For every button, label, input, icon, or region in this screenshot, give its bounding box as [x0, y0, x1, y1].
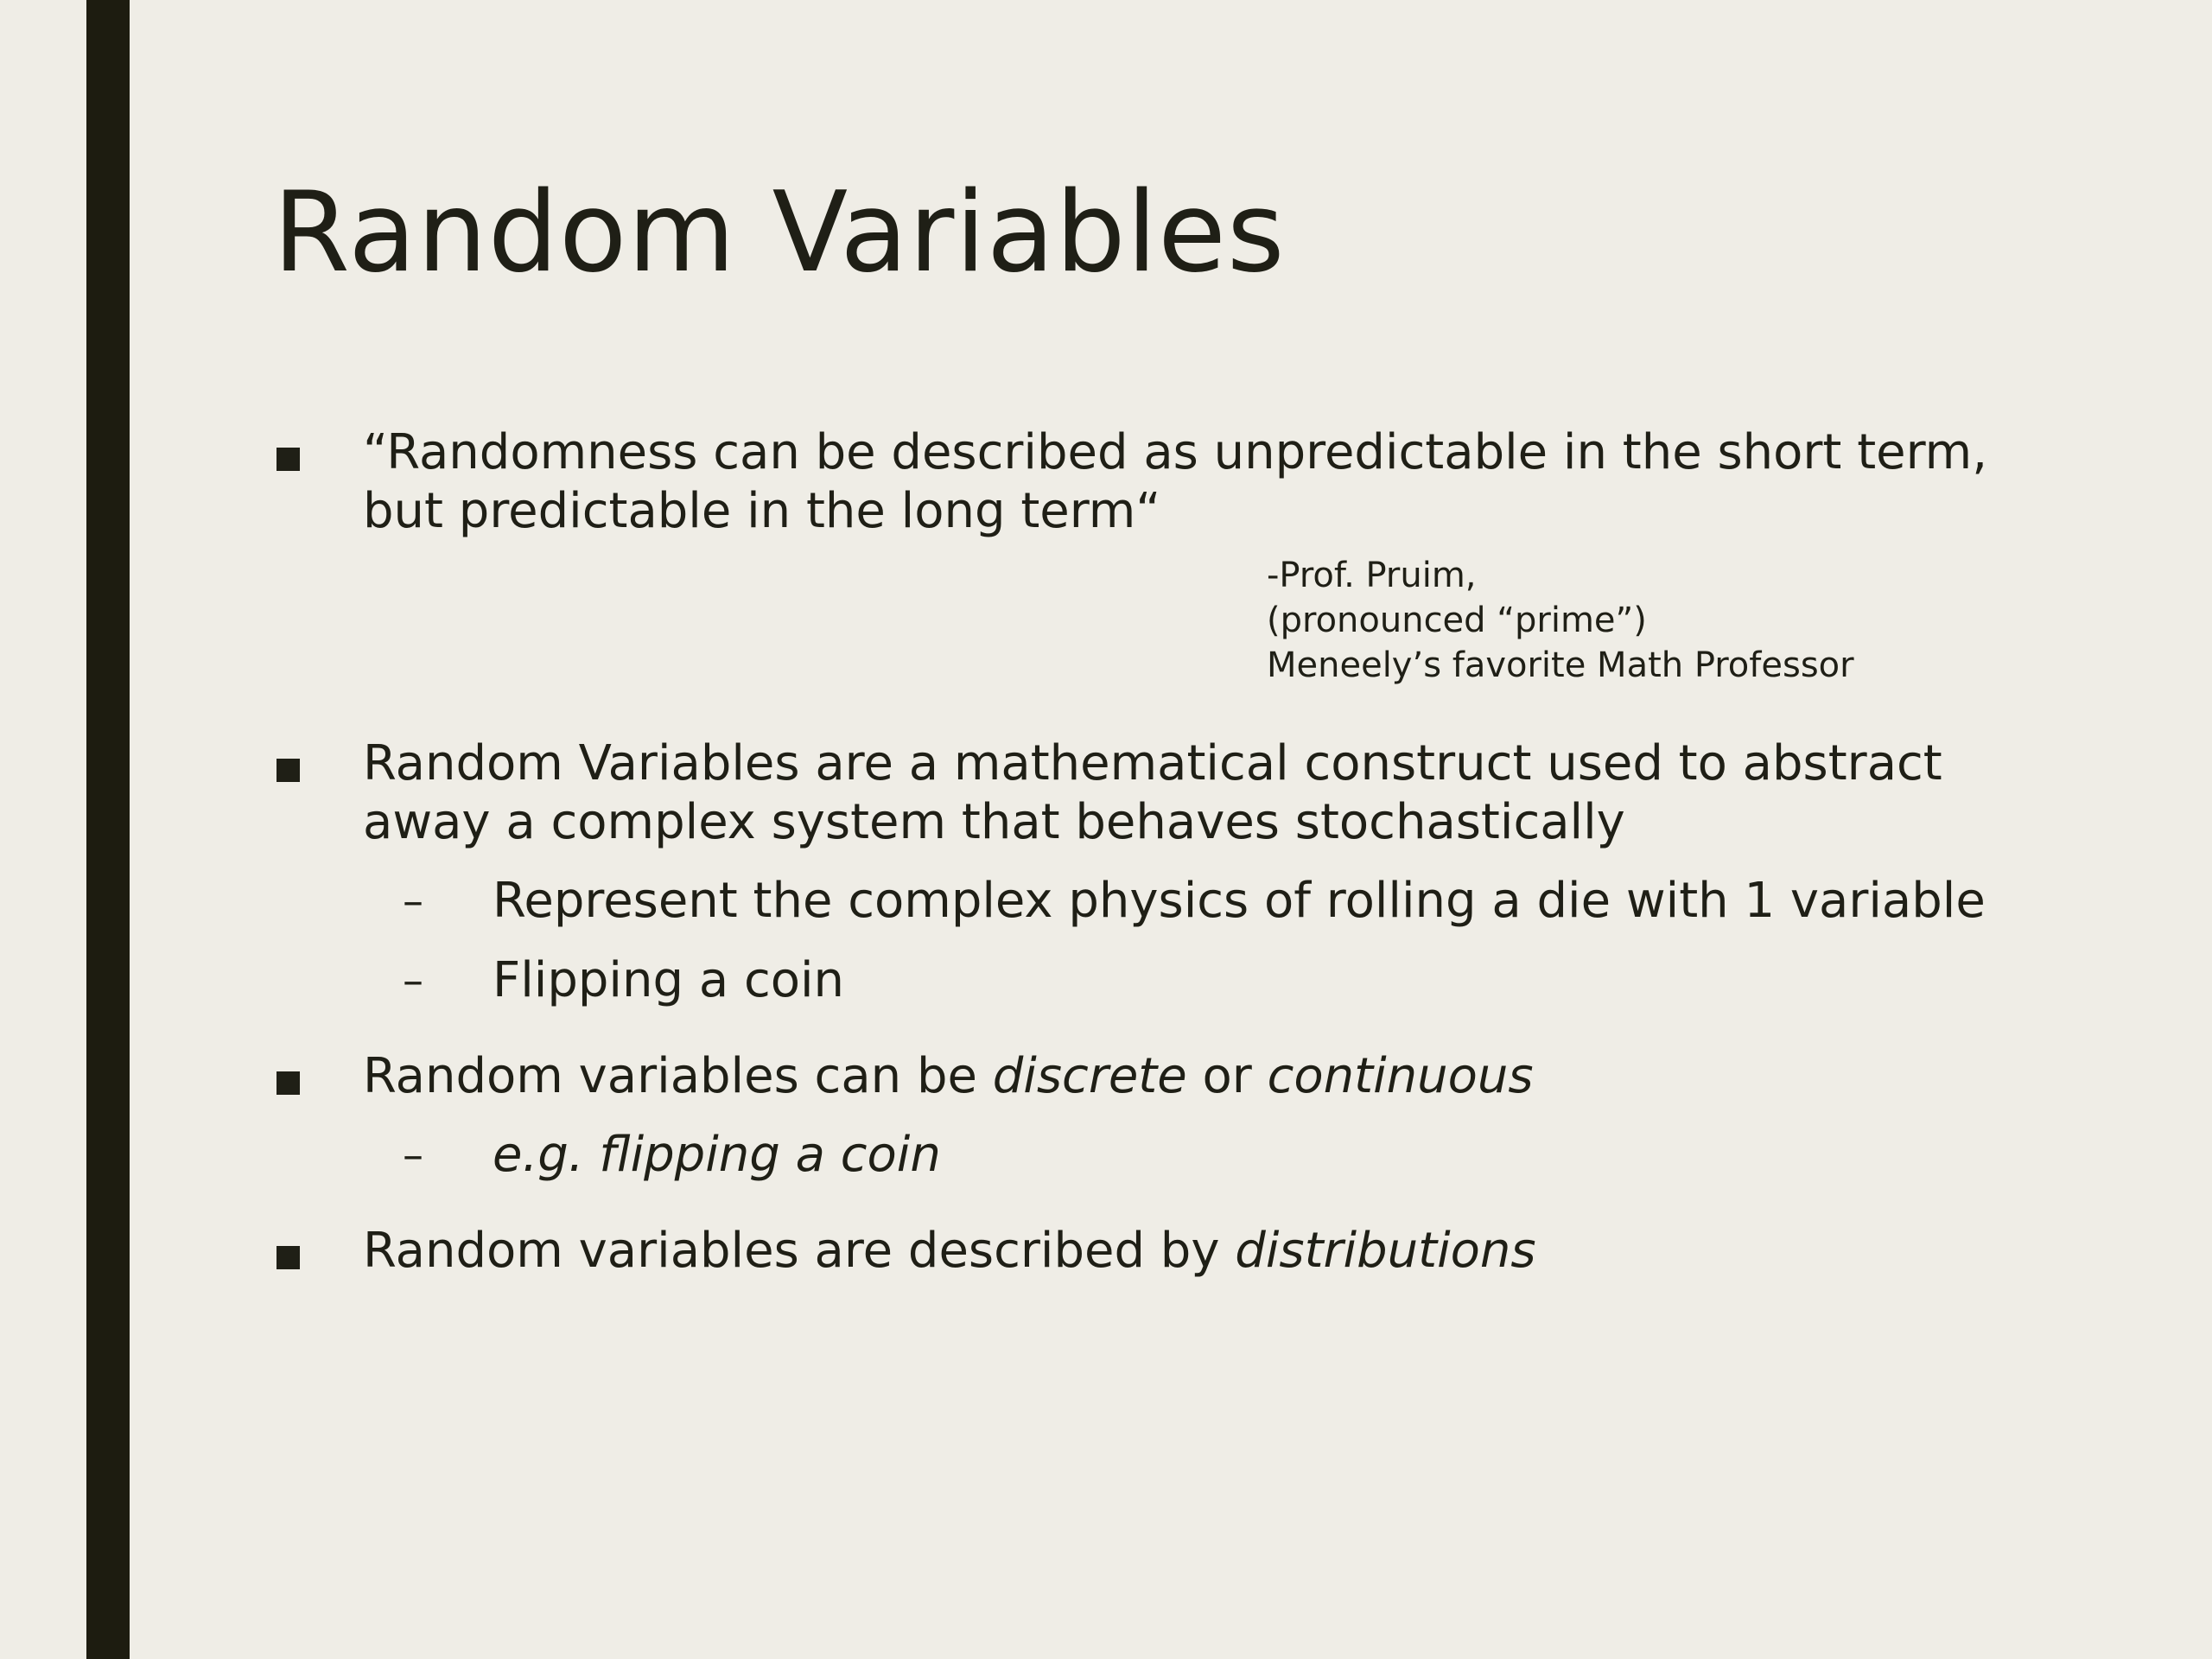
text-emphasis-continuous: continuous [1267, 1048, 1534, 1104]
attribution-line: (pronounced “prime”) [1267, 601, 1647, 640]
text-segment: or [1186, 1048, 1268, 1104]
sub-item-die [273, 873, 2001, 930]
attribution-line: -Prof. Pruim, [1267, 556, 1477, 595]
slide-body [273, 423, 2001, 1281]
bullet-quote [273, 423, 2001, 541]
dash-marker: – [403, 957, 423, 1005]
dash-marker: – [403, 1131, 423, 1179]
slide-title: Random Variables [273, 168, 1286, 297]
bullet-definition [273, 734, 2001, 852]
text-segment: Random variables can be [363, 1048, 993, 1104]
definition-text: Random Variables are a mathematical construct used to abstract away a complex system that behaves stochastically [363, 735, 1942, 850]
accent-bar [86, 0, 130, 1659]
sub-item-coin [273, 952, 2001, 1009]
square-bullet-icon [276, 1246, 300, 1269]
sub-item-text: Flipping a coin [493, 952, 845, 1008]
text-segment: Random variables are described by [363, 1223, 1236, 1279]
discrete-continuous-text [363, 1047, 2001, 1106]
sub-item-example [273, 1127, 2001, 1184]
quote-text: “Randomness can be described as unpredictable in the short term, but predictable in the long term“ [363, 424, 1987, 539]
dash-marker: – [403, 877, 423, 925]
square-bullet-icon [276, 759, 300, 782]
distributions-text [363, 1222, 2001, 1281]
square-bullet-icon [276, 448, 300, 471]
bullet-discrete-continuous [273, 1047, 2001, 1106]
text-emphasis-distributions: distributions [1235, 1223, 1536, 1279]
sub-item-text: e.g. flipping a coin [493, 1127, 941, 1183]
text-emphasis-discrete: discrete [992, 1048, 1187, 1104]
square-bullet-icon [276, 1071, 300, 1095]
bullet-distributions [273, 1222, 2001, 1281]
attribution-line: Meneely’s favorite Math Professor [1267, 645, 1854, 685]
quote-attribution [1267, 553, 2001, 688]
sub-item-text: Represent the complex physics of rolling a die with 1 variable [493, 873, 1986, 929]
